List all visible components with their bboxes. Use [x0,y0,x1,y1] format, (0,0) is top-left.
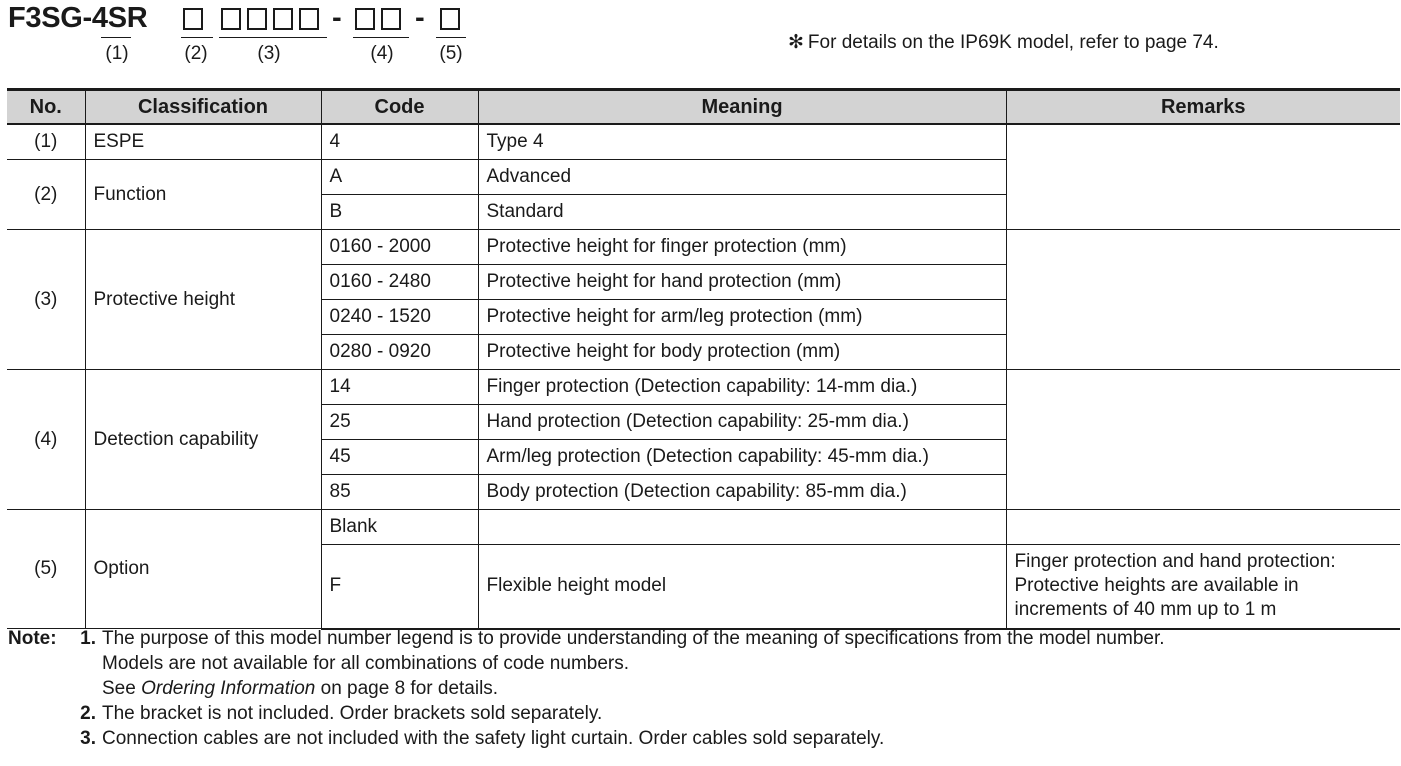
header-code: Code [321,90,478,125]
row-code: 25 [321,405,478,440]
row-meaning: Body protection (Detection capability: 85-mm dia.) [478,475,1006,510]
code-box-3b [247,8,267,30]
note-text: The purpose of this model number legend is to provide understanding of the meaning of specifications from the model number. [102,628,1165,649]
segment-label-3: (3) [257,43,281,64]
row-classification: Option [85,510,321,629]
asterisk-icon: ✻ [788,32,804,53]
row-no: (2) [7,160,85,230]
row-meaning: Protective height for arm/leg protection (mm) [478,300,1006,335]
note-text: Connection cables are not included with the safety light curtain. Order cables sold separately. [102,728,885,749]
row-no: (5) [7,510,85,629]
row-meaning: Type 4 [478,124,1006,160]
note-text: Models are not available for all combinations of code numbers. [102,653,630,674]
segment-underline-4 [353,37,409,38]
row-no: (1) [7,124,85,160]
note-text [102,676,498,701]
row-code: 14 [321,370,478,405]
notes-section [8,626,1398,751]
segment-label-2: (2) [184,43,208,64]
row-code: 0240 - 1520 [321,300,478,335]
row-classification: Protective height [85,230,321,370]
row-no: (4) [7,370,85,510]
segment-underline-1 [101,37,131,38]
header-remarks: Remarks [1006,90,1400,125]
row-remarks [1006,545,1400,629]
row-classification: ESPE [85,124,321,160]
row-meaning [478,510,1006,545]
row-classification: Detection capability [85,370,321,510]
row-meaning: Protective height for finger protection (mm) [478,230,1006,265]
note-see-italic: Ordering Information [141,678,316,699]
row-code: 0280 - 0920 [321,335,478,370]
row-code: 0160 - 2000 [321,230,478,265]
row-no: (3) [7,230,85,370]
segment-underline-3 [219,37,327,38]
row-meaning: Flexible height model [478,545,1006,629]
table-header-row [7,90,1400,125]
row-code: B [321,195,478,230]
note-number: 1. [80,628,96,649]
row-meaning: Hand protection (Detection capability: 25-mm dia.) [478,405,1006,440]
row-meaning: Protective height for hand protection (mm) [478,265,1006,300]
segment-underline-5 [436,37,466,38]
model-prefix: F3SG-4SR [8,2,148,34]
code-box-4a [355,8,375,30]
model-number-legend [8,0,528,72]
remark-line: Finger protection and hand protection: [1014,551,1336,573]
row-code: Blank [321,510,478,545]
ip69k-note-text: For details on the IP69K model, refer to page 74. [807,32,1219,53]
row-code: 85 [321,475,478,510]
segment-label-5: (5) [439,43,463,64]
note-number: 3. [80,728,96,749]
table-row [7,230,1400,265]
header-meaning: Meaning [478,90,1006,125]
code-box-4b [381,8,401,30]
ip69k-note [788,31,1219,54]
row-meaning: Arm/leg protection (Detection capability: 45-mm dia.) [478,440,1006,475]
row-code: 4 [321,124,478,160]
note-see-prefix: See [102,678,142,699]
segment-label-4: (4) [370,43,394,64]
row-code: 45 [321,440,478,475]
table-row [7,370,1400,405]
model-legend-table [7,88,1400,630]
table-row [7,124,1400,160]
row-remarks [1006,370,1400,510]
code-box-3c [273,8,293,30]
row-meaning: Protective height for body protection (mm) [478,335,1006,370]
header-no: No. [7,90,85,125]
row-code: F [321,545,478,629]
row-remarks [1006,510,1400,545]
table-row [7,510,1400,545]
row-classification: Function [85,160,321,230]
code-box-2 [183,8,203,30]
row-remarks [1006,230,1400,370]
remark-line: increments of 40 mm up to 1 m [1014,599,1277,621]
remark-line: Protective heights are available in [1014,575,1299,597]
row-remarks [1006,124,1400,230]
header-classification: Classification [85,90,321,125]
row-code: 0160 - 2480 [321,265,478,300]
row-meaning: Advanced [478,160,1006,195]
note-number: 2. [80,703,96,724]
code-box-3a [221,8,241,30]
code-dash-2: - [415,2,425,34]
segment-underline-2 [181,37,213,38]
row-code: A [321,160,478,195]
code-box-5 [440,8,460,30]
code-dash-1: - [332,2,342,34]
note-text: The bracket is not included. Order brackets sold separately. [102,703,603,724]
row-meaning: Finger protection (Detection capability: 14-mm dia.) [478,370,1006,405]
segment-label-1: (1) [105,43,129,64]
code-box-3d [299,8,319,30]
notes-heading: Note: [8,628,57,649]
note-see-suffix: on page 8 for details. [315,678,499,699]
row-meaning: Standard [478,195,1006,230]
